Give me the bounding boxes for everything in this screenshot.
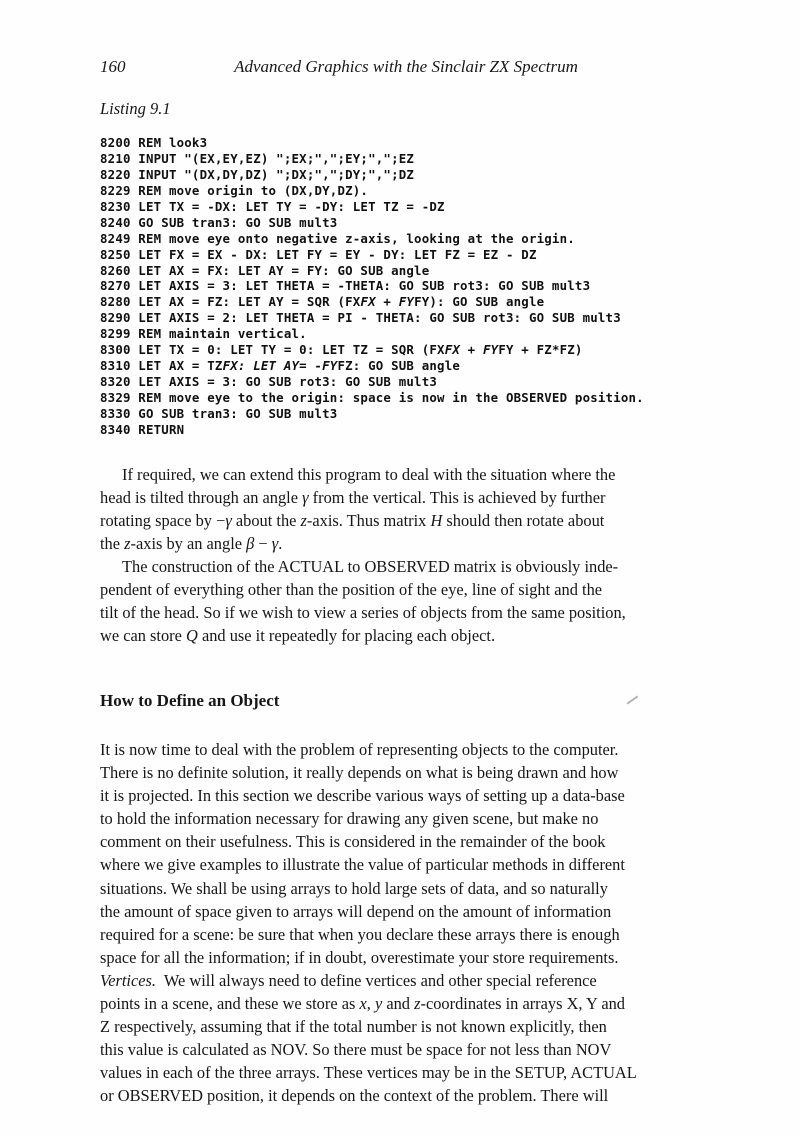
text-line: There is no definite solution, it really depends on what is being drawn and how xyxy=(100,763,619,783)
text-line: comment on their usefulness. This is considered in the remainder of the book xyxy=(100,832,606,852)
text-line: required for a scene: be sure that when you declare these arrays there is enough xyxy=(100,924,620,944)
text-line: 8299 REM maintain vertical. xyxy=(100,326,307,342)
text-line: If required, we can extend this program to deal with the situation where the xyxy=(122,465,616,484)
text-line: 8310 LET AX = TZFX: LET AY= -FYFZ: GO SUB angle xyxy=(100,358,461,374)
text-line: values in each of the three arrays. These vertices may be in the SETUP, ACTUAL xyxy=(100,1063,637,1083)
page-header xyxy=(100,57,712,77)
text-line: to hold the information necessary for drawing any given scene, but make no xyxy=(100,809,599,829)
text-line: The construction of the ACTUAL to OBSERVED matrix is obviously inde- xyxy=(122,557,619,576)
text-line: 8330 GO SUB tran3: GO SUB mult3 xyxy=(100,405,338,421)
stray-pencil-mark xyxy=(627,695,639,704)
code-listing xyxy=(100,135,644,438)
text-line: 8210 INPUT "(EX,EY,EZ) ";EX;",";EY;",";EZ xyxy=(100,150,415,166)
text-line: we can store Q and use it repeatedly for placing each object. xyxy=(100,626,496,646)
text-line: pendent of everything other than the position of the eye, line of sight and the xyxy=(100,580,603,600)
paragraph-define-object xyxy=(100,738,637,1108)
text-line: Vertices. We will always need to define vertices and other special reference xyxy=(100,970,597,990)
text-line: Z respectively, assuming that if the total number is not known explicitly, then xyxy=(100,1017,607,1037)
text-line: 8250 LET FX = EX - DX: LET FY = EY - DY: LET FZ = EZ - DZ xyxy=(100,246,537,262)
text-line: 8270 LET AXIS = 3: LET THETA = -THETA: GO SUB rot3: GO SUB mult3 xyxy=(100,278,591,294)
text-line: 8290 LET AXIS = 2: LET THETA = PI - THETA: GO SUB rot3: GO SUB mult3 xyxy=(100,310,621,326)
text-line: the z-axis by an angle β − γ. xyxy=(100,534,283,554)
text-line: space for all the information; if in doubt, overestimate your store requirements. xyxy=(100,947,619,967)
text-line: 8200 REM look3 xyxy=(100,135,208,150)
text-line: the amount of space given to arrays will depend on the amount of information xyxy=(100,901,612,921)
text-line: this value is calculated as NOV. So there must be space for not less than NOV xyxy=(100,1040,612,1060)
text-line: 8240 GO SUB tran3: GO SUB mult3 xyxy=(100,214,338,230)
text-line: head is tilted through an angle γ from the vertical. This is achieved by further xyxy=(100,488,606,508)
paragraph-tilt-angle xyxy=(100,463,615,555)
text-line: rotating space by −γ about the z-axis. Thus matrix H should then rotate about xyxy=(100,511,605,531)
text-line: situations. We shall be using arrays to hold large sets of data, and so naturally xyxy=(100,878,608,898)
text-line: where we give examples to illustrate the value of particular methods in different xyxy=(100,855,625,875)
listing-caption: Listing 9.1 xyxy=(100,99,171,118)
text-line: 8300 LET TX = 0: LET TY = 0: LET TZ = SQR (FXFX + FYFY + FZ*FZ) xyxy=(100,342,583,358)
text-line: 8260 LET AX = FX: LET AY = FY: GO SUB angle xyxy=(100,262,430,278)
text-line: 8230 LET TX = -DX: LET TY = -DY: LET TZ = -DZ xyxy=(100,198,445,214)
text-line: It is now time to deal with the problem of representing objects to the computer. xyxy=(100,740,619,759)
page-number: 160 xyxy=(100,57,126,76)
text-line: 8229 REM move origin to (DX,DY,DZ). xyxy=(100,182,369,198)
text-line: 8220 INPUT "(DX,DY,DZ) ";DX;",";DY;",";DZ xyxy=(100,166,415,182)
text-line: tilt of the head. So if we wish to view a series of objects from the same position, xyxy=(100,603,626,623)
text-line: points in a scene, and these we store as x, y and z-coordinates in arrays X, Y and xyxy=(100,994,625,1014)
text-line: 8320 LET AXIS = 3: GO SUB rot3: GO SUB mult3 xyxy=(100,374,438,390)
section-heading: How to Define an Object xyxy=(100,691,280,710)
running-title: Advanced Graphics with the Sinclair ZX Spectrum xyxy=(234,57,578,76)
text-line: 8249 REM move eye onto negative z-axis, looking at the origin. xyxy=(100,230,575,246)
paragraph-matrix-construction xyxy=(100,555,626,647)
text-line: 8329 REM move eye to the origin: space is now in the OBSERVED position. xyxy=(100,390,644,405)
text-line: it is projected. In this section we describe various ways of setting up a data-base xyxy=(100,786,625,806)
text-line: 8280 LET AX = FZ: LET AY = SQR (FXFX + FYFY): GO SUB angle xyxy=(100,294,545,310)
text-line: 8340 RETURN xyxy=(100,421,185,437)
text-line: or OBSERVED position, it depends on the context of the problem. There will xyxy=(100,1086,609,1106)
